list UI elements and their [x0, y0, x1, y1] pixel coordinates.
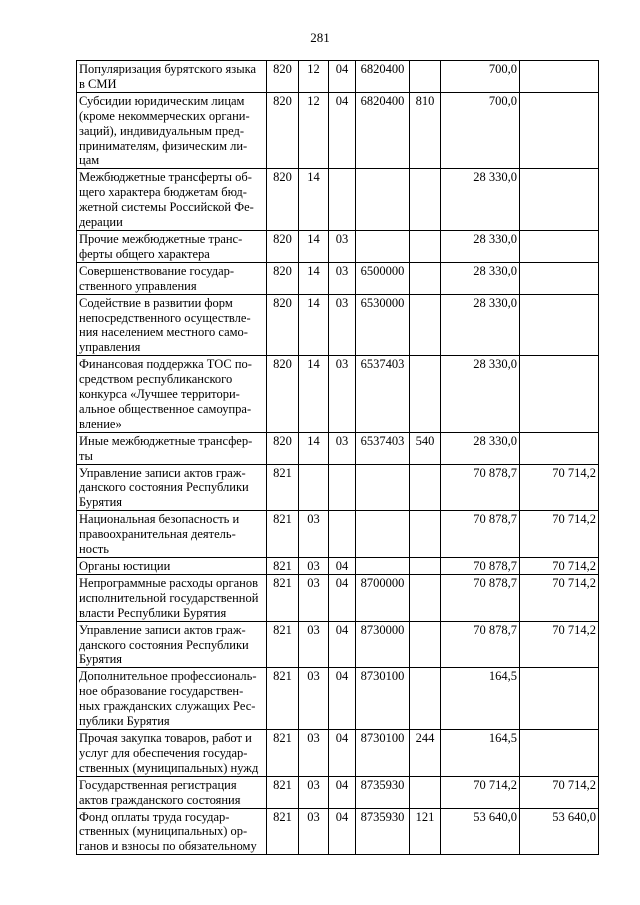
- row-rz-cell: 14: [299, 294, 329, 356]
- row-vr-cell: [410, 169, 441, 231]
- row-sum2-cell: [520, 668, 599, 730]
- row-name-cell: Управление записи актов граж- данского состояния Республики Бурятия: [77, 621, 267, 668]
- row-cs-cell: 6530000: [356, 294, 410, 356]
- table-row: [77, 92, 599, 169]
- row-pr-cell: 04: [329, 668, 356, 730]
- row-pr-cell: 03: [329, 230, 356, 262]
- row-sum1-cell: 28 330,0: [441, 432, 520, 464]
- row-name-cell: Национальная безопасность и правоохранительная деятель- ность: [77, 511, 267, 558]
- row-sum2-cell: [520, 262, 599, 294]
- row-gr-cell: 821: [267, 558, 299, 575]
- row-pr-cell: 04: [329, 808, 356, 855]
- row-name-cell: Государственная регистрация актов гражданского состояния: [77, 776, 267, 808]
- row-sum1-cell: 164,5: [441, 668, 520, 730]
- table-row: [77, 169, 599, 231]
- row-sum2-cell: [520, 92, 599, 169]
- row-sum2-cell: 70 714,2: [520, 558, 599, 575]
- row-sum1-cell: 70 878,7: [441, 621, 520, 668]
- row-sum2-cell: [520, 432, 599, 464]
- row-sum1-cell: 164,5: [441, 729, 520, 776]
- row-gr-cell: 820: [267, 432, 299, 464]
- row-vr-cell: [410, 776, 441, 808]
- table-row: [77, 668, 599, 730]
- row-sum2-cell: 70 714,2: [520, 621, 599, 668]
- row-pr-cell: 04: [329, 574, 356, 621]
- row-pr-cell: 03: [329, 432, 356, 464]
- row-cs-cell: [356, 230, 410, 262]
- row-gr-cell: 820: [267, 356, 299, 433]
- row-cs-cell: 6820400: [356, 61, 410, 93]
- row-pr-cell: 04: [329, 729, 356, 776]
- row-rz-cell: 12: [299, 92, 329, 169]
- row-pr-cell: 04: [329, 92, 356, 169]
- row-pr-cell: [329, 169, 356, 231]
- row-rz-cell: 14: [299, 230, 329, 262]
- row-gr-cell: 820: [267, 294, 299, 356]
- row-gr-cell: 821: [267, 574, 299, 621]
- row-pr-cell: 04: [329, 776, 356, 808]
- row-vr-cell: 121: [410, 808, 441, 855]
- row-cs-cell: 8735930: [356, 776, 410, 808]
- row-vr-cell: [410, 61, 441, 93]
- row-rz-cell: 14: [299, 169, 329, 231]
- row-sum1-cell: 70 878,7: [441, 558, 520, 575]
- row-vr-cell: [410, 511, 441, 558]
- row-name-cell: Прочие межбюджетные транс- ферты общего характера: [77, 230, 267, 262]
- table-row: [77, 729, 599, 776]
- row-sum1-cell: 70 878,7: [441, 511, 520, 558]
- row-sum1-cell: 28 330,0: [441, 294, 520, 356]
- row-gr-cell: 821: [267, 464, 299, 511]
- budget-table-body: [77, 61, 599, 855]
- row-cs-cell: [356, 511, 410, 558]
- row-sum2-cell: 70 714,2: [520, 574, 599, 621]
- row-name-cell: Финансовая поддержка ТОС по- средством республиканского конкурса «Лучшее территори- альное общественное самоупра- вление»: [77, 356, 267, 433]
- row-cs-cell: 6537403: [356, 356, 410, 433]
- row-gr-cell: 820: [267, 61, 299, 93]
- row-vr-cell: [410, 294, 441, 356]
- row-cs-cell: 6537403: [356, 432, 410, 464]
- row-pr-cell: 04: [329, 558, 356, 575]
- row-sum1-cell: 28 330,0: [441, 230, 520, 262]
- row-vr-cell: 244: [410, 729, 441, 776]
- row-cs-cell: 8735930: [356, 808, 410, 855]
- row-sum1-cell: 28 330,0: [441, 356, 520, 433]
- table-row: [77, 356, 599, 433]
- row-pr-cell: 03: [329, 262, 356, 294]
- row-gr-cell: 820: [267, 92, 299, 169]
- row-gr-cell: 820: [267, 169, 299, 231]
- row-rz-cell: 12: [299, 61, 329, 93]
- row-cs-cell: 8730100: [356, 668, 410, 730]
- row-sum1-cell: 70 714,2: [441, 776, 520, 808]
- row-sum2-cell: [520, 169, 599, 231]
- row-sum2-cell: 53 640,0: [520, 808, 599, 855]
- row-cs-cell: [356, 558, 410, 575]
- row-rz-cell: 14: [299, 432, 329, 464]
- row-name-cell: Фонд оплаты труда государ- ственных (муниципальных) ор- ганов и взносы по обязательному: [77, 808, 267, 855]
- row-vr-cell: [410, 356, 441, 433]
- budget-table: [76, 60, 599, 855]
- row-vr-cell: [410, 574, 441, 621]
- row-sum2-cell: [520, 294, 599, 356]
- row-rz-cell: 03: [299, 511, 329, 558]
- row-sum2-cell: [520, 61, 599, 93]
- row-vr-cell: 540: [410, 432, 441, 464]
- row-name-cell: Популяризация бурятского языка в СМИ: [77, 61, 267, 93]
- row-sum1-cell: 700,0: [441, 61, 520, 93]
- row-vr-cell: [410, 621, 441, 668]
- row-rz-cell: 03: [299, 808, 329, 855]
- row-rz-cell: 03: [299, 776, 329, 808]
- row-rz-cell: 14: [299, 356, 329, 433]
- row-vr-cell: [410, 668, 441, 730]
- table-row: [77, 262, 599, 294]
- row-pr-cell: [329, 464, 356, 511]
- row-sum1-cell: 28 330,0: [441, 169, 520, 231]
- table-row: [77, 621, 599, 668]
- row-pr-cell: 04: [329, 61, 356, 93]
- row-sum1-cell: 700,0: [441, 92, 520, 169]
- row-sum2-cell: 70 714,2: [520, 511, 599, 558]
- row-rz-cell: 03: [299, 621, 329, 668]
- row-name-cell: Органы юстиции: [77, 558, 267, 575]
- row-gr-cell: 820: [267, 230, 299, 262]
- row-gr-cell: 821: [267, 808, 299, 855]
- row-rz-cell: 03: [299, 668, 329, 730]
- table-row: [77, 808, 599, 855]
- row-cs-cell: 8730100: [356, 729, 410, 776]
- table-row: [77, 464, 599, 511]
- table-row: [77, 432, 599, 464]
- row-sum1-cell: 70 878,7: [441, 464, 520, 511]
- row-cs-cell: [356, 169, 410, 231]
- table-row: [77, 776, 599, 808]
- row-sum2-cell: [520, 356, 599, 433]
- row-cs-cell: 6820400: [356, 92, 410, 169]
- row-sum1-cell: 70 878,7: [441, 574, 520, 621]
- row-name-cell: Субсидии юридическим лицам (кроме некоммерческих органи- заций), индивидуальным пред- принимателям, физическим ли- цам: [77, 92, 267, 169]
- row-name-cell: Непрограммные расходы органов исполнительной государственной власти Республики Бурятия: [77, 574, 267, 621]
- row-pr-cell: 03: [329, 356, 356, 433]
- row-gr-cell: 821: [267, 621, 299, 668]
- row-cs-cell: 6500000: [356, 262, 410, 294]
- table-row: [77, 230, 599, 262]
- row-gr-cell: 820: [267, 262, 299, 294]
- row-cs-cell: 8730000: [356, 621, 410, 668]
- row-sum1-cell: 28 330,0: [441, 262, 520, 294]
- table-row: [77, 511, 599, 558]
- row-sum1-cell: 53 640,0: [441, 808, 520, 855]
- table-row: [77, 61, 599, 93]
- row-pr-cell: 03: [329, 294, 356, 356]
- row-rz-cell: 03: [299, 574, 329, 621]
- row-vr-cell: [410, 262, 441, 294]
- row-vr-cell: [410, 230, 441, 262]
- row-rz-cell: 03: [299, 729, 329, 776]
- row-vr-cell: [410, 464, 441, 511]
- row-name-cell: Совершенствование государ- ственного управления: [77, 262, 267, 294]
- row-rz-cell: 03: [299, 558, 329, 575]
- row-gr-cell: 821: [267, 729, 299, 776]
- row-name-cell: Иные межбюджетные трансфер- ты: [77, 432, 267, 464]
- table-row: [77, 574, 599, 621]
- row-sum2-cell: 70 714,2: [520, 776, 599, 808]
- table-row: [77, 558, 599, 575]
- row-name-cell: Дополнительное профессиональ- ное образование государствен- ных гражданских служащих Рес- публики Бурятия: [77, 668, 267, 730]
- row-name-cell: Межбюджетные трансферты об- щего характера бюджетам бюд- жетной системы Российской Фе- дерации: [77, 169, 267, 231]
- row-vr-cell: [410, 558, 441, 575]
- row-gr-cell: 821: [267, 511, 299, 558]
- row-pr-cell: 04: [329, 621, 356, 668]
- table-row: [77, 294, 599, 356]
- row-rz-cell: 14: [299, 262, 329, 294]
- row-gr-cell: 821: [267, 668, 299, 730]
- row-sum2-cell: 70 714,2: [520, 464, 599, 511]
- page-number: 281: [310, 30, 330, 45]
- row-sum2-cell: [520, 230, 599, 262]
- row-sum2-cell: [520, 729, 599, 776]
- row-vr-cell: 810: [410, 92, 441, 169]
- row-cs-cell: 8700000: [356, 574, 410, 621]
- row-name-cell: Прочая закупка товаров, работ и услуг для обеспечения государ- ственных (муниципальных) нужд: [77, 729, 267, 776]
- row-rz-cell: [299, 464, 329, 511]
- row-cs-cell: [356, 464, 410, 511]
- row-name-cell: Управление записи актов граж- данского состояния Республики Бурятия: [77, 464, 267, 511]
- row-pr-cell: [329, 511, 356, 558]
- row-name-cell: Содействие в развитии форм непосредственного осуществле- ния населением местного само- управления: [77, 294, 267, 356]
- row-gr-cell: 821: [267, 776, 299, 808]
